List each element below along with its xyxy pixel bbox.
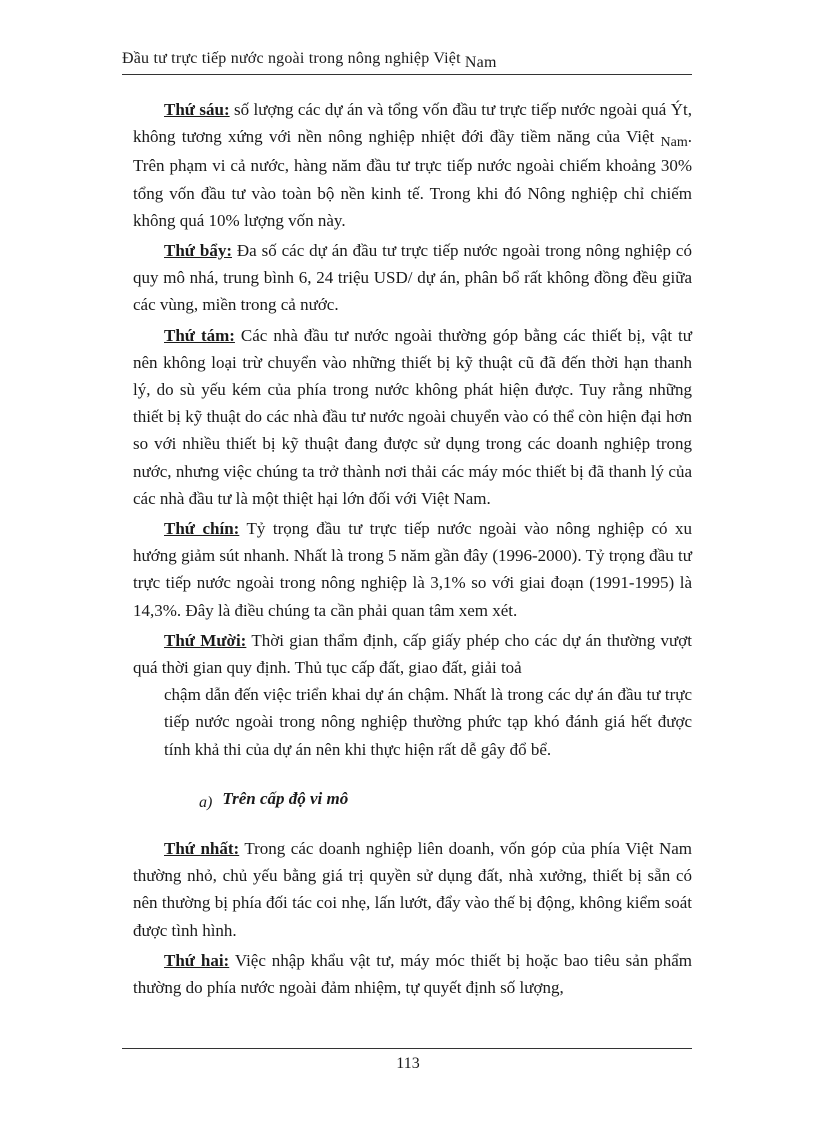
paragraph-text: Tỷ trọng đầu tư trực tiếp nước ngoài vào nông nghiệp có xu hướng giảm sút nhanh. Nhất là trong 5 năm gần đây (1996-2000). Tỷ trọng đầu tư trực tiếp nước ngoài trong nông nghiệp là 3,1% so với giai đoạn (1991-1995) là 14,3%. Đây là điều chúng ta cần phải quan tâm xem xét. (133, 519, 692, 620)
section-title: Trên cấp độ vi mô (222, 788, 349, 808)
paragraph-lead: Thứ chín: (164, 519, 240, 539)
paragraph-text: . Trên phạm vi cả nước, hàng năm đầu tư trực tiếp nước ngoài chiếm khoảng 30% tổng vốn đầu tư vào toàn bộ nền kinh tế. Trong khi đó Nông nghiệp chỉ chiếm không quá 10% lượng vốn này. (133, 127, 692, 230)
paragraph-lead: Thứ Mười: (164, 630, 247, 650)
paragraph-thu-muoi (133, 627, 692, 763)
paragraph-text: số lượng các dự án và tổng vốn đầu tư trực tiếp nước ngoài quá Ýt, không tương xứng với nền nông nghiệp nhiệt đới đầy tiềm năng của Việt (133, 100, 692, 147)
paragraph-lead: Thứ hai: (164, 950, 230, 970)
paragraph-thu-sau (133, 96, 692, 234)
paragraph-thu-chin (133, 515, 692, 624)
paragraph-thu-tam (133, 322, 692, 512)
paragraph-text-sub: Nam (660, 135, 688, 151)
paragraph-thu-nhat (133, 835, 692, 944)
section-marker: a) (199, 793, 213, 811)
paragraph-thu-bay (133, 237, 692, 319)
paragraph-text: Việc nhập khẩu vật tư, máy móc thiết bị hoặc bao tiêu sản phẩm thường do phía nước ngoài đảm nhiệm, tự quyết định số lượng, (133, 950, 693, 998)
page-number: 113 (396, 1055, 420, 1072)
paragraph-text-continued: chậm dẫn đến việc triển khai dự án chậm. Nhất là trong các dự án đầu tư trực tiếp nước ngoài trong nông nghiệp thường phức tạp khó đánh giá hết được tính khả thi của dự án nên khi thực hiện rất dễ gây đổ bể. (164, 685, 692, 759)
paragraph-text: Các nhà đầu tư nước ngoài thường góp bằng các thiết bị, vật tư nên không loại trừ chuyển vào những thiết bị kỹ thuật cũ đã đến thời hạn thanh lý, do sù yếu kém của phía trong nước không phát hiện được. Tuy rằng những thiết bị kỹ thuật do các nhà đầu tư nước ngoài chuyển vào có thể còn hiện đại hơn so với nhiều thiết bị kỹ thuật đang được sử dụng trong các doanh nghiệp trong nước, nhưng việc chúng ta trở thành nơi thải các máy móc thiết bị đã thanh lý của các nhà đầu tư là một thiệt hại lớn đối với Việt Nam. (133, 325, 692, 508)
footer-rule (122, 1048, 692, 1049)
paragraph-text: Đa số các dự án đầu tư trực tiếp nước ngoài trong nông nghiệp có quy mô nhá, trung bình 6, 24 triệu USD/ dự án, phân bổ rất không đồng đều giữa các vùng, miền trong cả nước. (133, 241, 692, 315)
paragraph-lead: Thứ tám: (164, 325, 235, 345)
section-heading (133, 785, 692, 813)
header-rule (122, 74, 692, 75)
paragraph-lead: Thứ sáu: (164, 100, 230, 119)
document-body (133, 96, 692, 1004)
paragraph-text: Thời gian thẩm định, cấp giấy phép cho các dự án thường vượt quá thời gian quy định. Thủ tục cấp đất, giao đất, giải toả (133, 630, 692, 678)
running-header-title: Đầu tư trực tiếp nước ngoài trong nông nghiệp Việt (122, 50, 461, 67)
paragraph-lead: Thứ nhất: (164, 839, 240, 859)
running-header-title-sub: Nam (464, 54, 497, 71)
running-header (122, 50, 692, 71)
paragraph-text: Trong các doanh nghiệp liên doanh, vốn góp của phía Việt Nam thường nhỏ, chủ yếu bằng giá trị quyền sử dụng đất, nhà xưởng, thiết bị sẵn có nên thường bị phía đối tác coi nhẹ, lấn lướt, đẩy vào thế bị động, không kiểm soát được tình hình. (133, 839, 692, 940)
paragraph-thu-hai (133, 947, 692, 1001)
paragraph-lead: Thứ bẩy: (164, 241, 232, 261)
